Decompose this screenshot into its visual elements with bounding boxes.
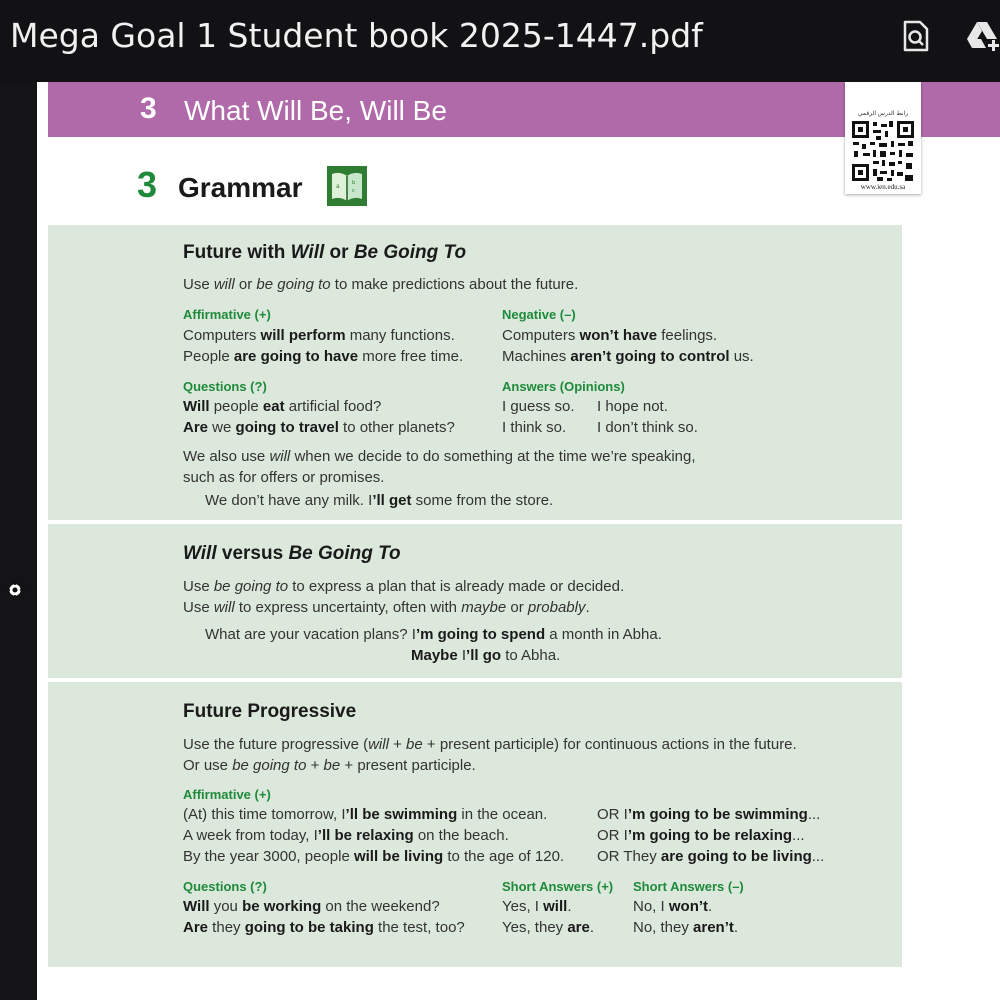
unit-title: What Will Be, Will Be: [184, 95, 447, 126]
example-sentence: Maybe I’ll go to Abha.: [411, 647, 561, 664]
qr-url: www.ien.edu.sa: [860, 183, 906, 191]
sidebar-gutter: [0, 82, 37, 1000]
example-sentence: We don’t have any milk. I’ll get some from the store.: [205, 492, 554, 509]
affirmative-label: Affirmative (+): [183, 307, 271, 322]
short-answer: Yes, they are.: [502, 919, 595, 936]
example-sentence: Computers will perform many functions.: [183, 327, 455, 344]
unit-number: 3: [140, 92, 157, 125]
example-sentence: (At) this time tomorrow, I’ll be swimming in the ocean.: [183, 806, 548, 823]
explanation-text: We also use will when we decide to do something at the time we’re speaking,: [183, 448, 696, 465]
panel-will-going-to: [48, 225, 902, 520]
qr-code-icon: [851, 120, 915, 182]
heading-future-will-going-to: Future with Will or Be Going To: [183, 242, 467, 263]
divider: [183, 678, 902, 681]
example-sentence: Machines aren’t going to control us.: [502, 348, 754, 365]
section-number: 3: [137, 164, 158, 205]
questions-label: Questions (?): [183, 379, 267, 394]
example-sentence: OR I’m going to be swimming...: [597, 806, 821, 823]
qr-code-card[interactable]: [845, 82, 921, 194]
add-to-drive-icon[interactable]: [966, 18, 1000, 54]
svg-text:c: c: [352, 188, 355, 194]
answer-text: I hope not.: [597, 398, 668, 415]
example-sentence: A week from today, I’ll be relaxing on the beach.: [183, 827, 509, 844]
title-bar: [0, 0, 1000, 82]
answers-label: Answers (Opinions): [502, 379, 625, 394]
grammar-book-icon: [327, 166, 367, 206]
section-title: Grammar: [178, 172, 303, 203]
example-sentence: OR They are going to be living...: [597, 848, 825, 865]
negative-label: Negative (–): [502, 307, 576, 322]
answer-text: I don’t think so.: [597, 419, 698, 436]
explanation-text: Or use be going to + be + present participle.: [183, 757, 476, 774]
short-answer: No, they aren’t.: [633, 919, 739, 936]
svg-text:b: b: [352, 180, 356, 186]
explanation-text: Use will to express uncertainty, often with maybe or probably.: [183, 599, 590, 616]
example-sentence: Are they going to be taking the test, too?: [183, 919, 465, 936]
doc-search-icon[interactable]: [898, 18, 934, 54]
answer-text: I think so.: [502, 419, 567, 436]
answer-text: I guess so.: [502, 398, 575, 415]
explanation-text: Use be going to to express a plan that is already made or decided.: [183, 578, 625, 595]
example-sentence: What are your vacation plans? I’m going to spend a month in Abha.: [205, 626, 662, 643]
explanation-text: such as for offers or promises.: [183, 469, 385, 486]
short-answers-negative-label: Short Answers (–): [633, 879, 744, 894]
qr-caption: رابط الدرس الرقمي: [857, 111, 909, 117]
svg-text:a: a: [336, 183, 340, 190]
short-answer: No, I won’t.: [633, 898, 713, 915]
example-sentence: Will people eat artificial food?: [183, 398, 382, 415]
divider: [183, 520, 902, 523]
explanation-text: Use the future progressive (will + be + present participle) for continuous actions in the future.: [183, 736, 797, 753]
short-answers-positive-label: Short Answers (+): [502, 879, 614, 894]
intro-text: Use will or be going to to make predictions about the future.: [183, 276, 579, 293]
example-sentence: Computers won’t have feelings.: [502, 327, 718, 344]
affirmative-label: Affirmative (+): [183, 787, 271, 802]
heading-will-versus-going-to: Will versus Be Going To: [183, 543, 401, 564]
panel-future-progressive: [48, 682, 902, 967]
document-title: Mega Goal 1 Student book 2025-1447.pdf: [10, 16, 703, 55]
example-sentence: Will you be working on the weekend?: [183, 898, 440, 915]
crosshair-icon[interactable]: [5, 580, 25, 600]
heading-future-progressive: Future Progressive: [183, 701, 357, 722]
example-sentence: OR I’m going to be relaxing...: [597, 827, 805, 844]
questions-label: Questions (?): [183, 879, 267, 894]
example-sentence: Are we going to travel to other planets?: [183, 419, 455, 436]
short-answer: Yes, I will.: [502, 898, 572, 915]
example-sentence: People are going to have more free time.: [183, 348, 464, 365]
example-sentence: By the year 3000, people will be living to the age of 120.: [183, 848, 565, 865]
pdf-page: [37, 82, 1000, 1000]
